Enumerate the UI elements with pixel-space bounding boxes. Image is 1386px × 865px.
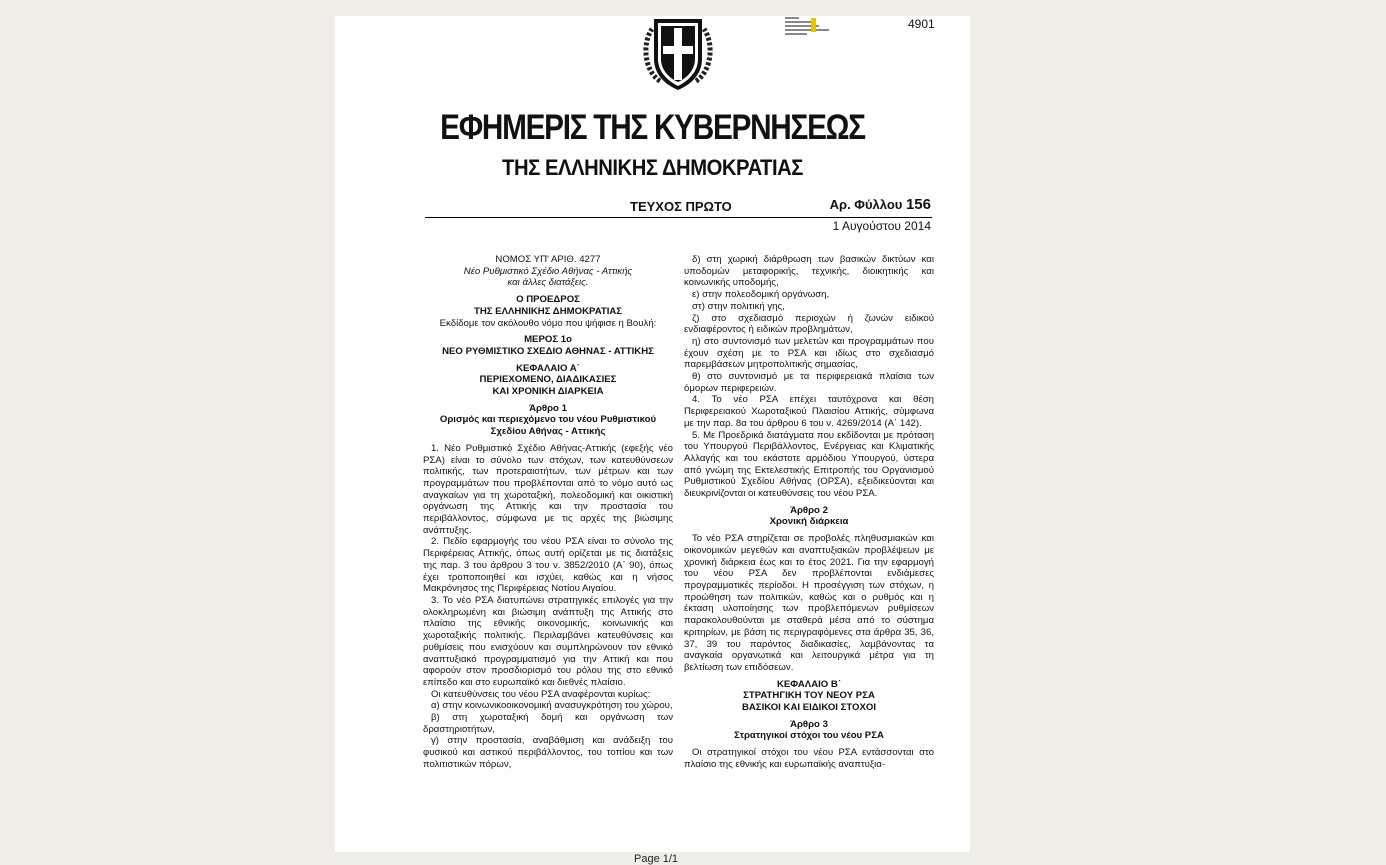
left-column-paragraph: 2. Πεδίο εφαρμογής του νέου ΡΣΑ είναι το σύνολο της Περιφέρειας Αττικής, όπως αυτή ορίζεται με τις διατάξεις της παρ. 3 του άρθρου 3 του ν. 3852/2010 (Α΄ 90), όπως έχει τροποποιηθεί και ισχύει, καθώς και η νήσος Μακρόνησος της Περιφέρειας Νοτίου Αιγαίου. xyxy=(423,536,673,595)
issue-label: ΤΕΥΧΟΣ ΠΡΩΤΟ xyxy=(630,199,732,214)
right-column-paragraph: Οι στρατηγικοί στόχοι του νέου ΡΣΑ εντάσσονται στο πλαίσιο της εθνικής και ευρωπαϊκής αναπτυξια- xyxy=(684,747,934,770)
left-column-heading: Σχεδίου Αθήνας - Αττικής xyxy=(490,426,606,438)
left-column-heading: και άλλες διατάξεις. xyxy=(507,277,589,289)
sheet-number xyxy=(830,196,931,213)
left-column-heading: ΤΗΣ ΕΛΛΗΝΙΚΗΣ ΔΗΜΟΚΡΑΤΙΑΣ xyxy=(473,305,623,317)
masthead-title: ΕΦΗΜΕΡΙΣ ΤΗΣ ΚΥΒΕΡΝΗΣΕΩΣ xyxy=(440,108,865,147)
right-column-heading: Άρθρο 3 xyxy=(790,718,828,730)
issue-date: 1 Αυγούστου 2014 xyxy=(832,219,931,233)
sheet-label: Αρ. Φύλλου xyxy=(829,197,903,212)
left-column-heading: ΠΕΡΙΕΧΟΜΕΝΟ, ΔΙΑΔΙΚΑΣΙΕΣ xyxy=(479,374,617,386)
left-column-paragraph: α) στην κοινωνικοοικονομική ανασυγκρότηση του χώρου, xyxy=(431,700,673,712)
right-column-heading: Χρονική διάρκεια xyxy=(769,516,849,528)
page-number: 4901 xyxy=(908,17,935,31)
right-column-paragraph: ε) στην πολεοδομική οργάνωση, xyxy=(692,289,830,301)
left-column-heading: Νέο Ρυθμιστικό Σχέδιο Αθήνας - Αττικής xyxy=(463,265,633,277)
left-column-heading: Ορισμός και περιεχόμενο του νέου Ρυθμιστικού xyxy=(439,414,657,426)
right-column-paragraph: 5. Με Προεδρικά διατάγματα που εκδίδονται με πρόταση του Υπουργού Περιβάλλοντος, Ενέργειας και Κλιματικής Αλλαγής και του εκάστοτε αρμόδιου Υπουργού, ύστερα από γνώμη της Εκτελεστικής Επιτροπής του Οργανισμού Ρυθμιστικού Σχεδίου Αθήνας (ΟΡΣΑ), εξειδικεύονται και διευκρινίζονται οι κατευθύνσεις του νέου ΡΣΑ. xyxy=(684,429,934,500)
right-column-paragraph: η) στο συντονισμό των μελετών και προγραμμάτων που έχουν σχέση με το ΡΣΑ και ιδίως στο σχεδιασμό παρεμβάσεων μητροπολιτικής σημασίας, xyxy=(684,335,934,371)
right-column-heading: ΚΕΦΑΛΑΙΟ Β΄ xyxy=(776,678,842,690)
right-column-heading: Άρθρο 2 xyxy=(790,504,828,516)
right-column-heading: Στρατηγικοί στόχοι του νέου ΡΣΑ xyxy=(734,730,884,742)
right-column-heading: ΣΤΡΑΤΗΓΙΚΗ ΤΟΥ ΝΕΟΥ ΡΣΑ xyxy=(743,690,875,702)
left-column-paragraph: Οι κατευθύνσεις του νέου ΡΣΑ αναφέρονται κυρίως: xyxy=(431,688,651,700)
right-column xyxy=(684,254,934,771)
right-column-paragraph: Το νέο ΡΣΑ στηρίζεται σε προβολές πληθυσμιακών και οικονομικών μεγεθών και αναπτυξιακών προβλέψεων με χρονική διάρκεια έως και το έτος 2021. Για την εφαρμογή του νέου ΡΣΑ δεν προβλέπονται ενδιάμεσες προγραμματικές περίοδοι. Η προσέγγιση των στόχων, η προώθηση των πολιτικών, καθώς και ο ρυθμός και η έκταση υλοποίησης των προβλεπόμενων ρυθμίσεων παρακολουθούνται με σταθερά μέσα από το σύστημα κριτηρίων, με βάση τις περιγραφόμενες στα άρθρα 35, 36, 37, 39 του παρόντος διαδικασίες, λαμβάνοντας τα αναγκαία οργανωτικά και λειτουργικά μέτρα για τη βελτίωση των επιδόσεων. xyxy=(684,533,934,673)
right-column-paragraph: δ) στη χωρική διάρθρωση των βασικών δικτύων και υποδομών μεταφορικής, τεχνικής, διοικητικής και κοινωνικής υποδομής, xyxy=(684,254,934,289)
right-column-paragraph: στ) στην πολιτική γης, xyxy=(692,300,785,312)
left-column-heading: Εκδίδομε τον ακόλουθο νόμο που ψήφισε η Βουλή: xyxy=(439,317,657,329)
stamp-icon xyxy=(785,16,829,36)
right-column-paragraph: θ) στο συντονισμό με τα περιφερειακά πλαίσια των όμορων περιφερειών. xyxy=(684,371,934,394)
page-indicator: Page 1/1 xyxy=(634,853,679,865)
left-column-heading: ΜΕΡΟΣ 1ο xyxy=(524,334,572,346)
left-column-heading: ΚΑΙ ΧΡΟΝΙΚΗ ΔΙΑΡΚΕΙΑ xyxy=(492,386,604,398)
left-column-heading: Ο ΠΡΟΕΔΡΟΣ xyxy=(516,294,580,306)
left-column-heading: Άρθρο 1 xyxy=(529,402,567,414)
left-column-paragraph: β) στη χωροταξική δομή και οργάνωση των δραστηριοτήτων, xyxy=(423,712,673,735)
left-column-heading: ΝΕΟ ΡΥΘΜΙΣΤΙΚΟ ΣΧΕΔΙΟ ΑΘΗΝΑΣ - ΑΤΤΙΚΗΣ xyxy=(442,345,654,357)
masthead-subtitle: ΤΗΣ ΕΛΛΗΝΙΚΗΣ ΔΗΜΟΚΡΑΤΙΑΣ xyxy=(502,155,803,180)
right-column-heading: ΒΑΣΙΚΟΙ ΚΑΙ ΕΙΔΙΚΟΙ ΣΤΟΧΟΙ xyxy=(741,702,877,714)
sheet-number-value: 156 xyxy=(905,196,931,213)
left-column-paragraph: 3. Το νέο ΡΣΑ διατυπώνει στρατηγικές επιλογές για την ολοκληρωμένη και βιώσιμη ανάπτυξη της Αττικής στο πλαίσιο της εθνικής οικονομικής, κοινωνικής και χωροταξικής πολιτικής. Περιλαμβάνει κατευθύνσεις και ρυθμίσεις που ενισχύουν και συμπληρώνουν τον εθνικό αναπτυξιακό προγραμματισμό για την Αττική και που αφορούν στον προσδιορισμό του ρόλου της στο εθνικό επίπεδο και στο ευρωπαϊκό και διεθνές πλαίσιο. xyxy=(423,594,673,688)
left-column-heading: ΚΕΦΑΛΑΙΟ Α΄ xyxy=(516,362,580,374)
left-column xyxy=(423,254,673,771)
right-column-paragraph: ζ) στο σχεδιασμό περιοχών ή ζωνών ειδικού ενδιαφέροντος ή ειδικών προβλημάτων, xyxy=(684,312,934,336)
left-column-paragraph: γ) στην προστασία, αναβάθμιση και ανάδειξη του φυσικού και αστικού περιβάλλοντος, του τοπίου και των πολιτιστικών πόρων, xyxy=(423,735,673,770)
header-rule xyxy=(425,217,932,218)
right-column-paragraph: 4. Το νέο ΡΣΑ επέχει ταυτόχρονα και θέση Περιφερειακού Χωροταξικού Πλαισίου Αττικής, σύμφωνα με την παρ. 8α του άρθρου 6 του ν. 4269/2014 (Α΄ 142). xyxy=(684,394,934,429)
left-column-paragraph: 1. Νέο Ρυθμιστικό Σχέδιο Αθήνας-Αττικής (εφεξής νέο ΡΣΑ) είναι το σύνολο των στόχων, των κατευθύνσεων πολιτικής, των προτεραιοτήτων, των μέτρων και των προγραμμάτων που προβλέπονται από το νόμο αυτό ως αναγκαίων για τη χωροταξική, πολεοδομική και οικιστική οργάνωση της Αττικής και την προστασία του περιβάλλοντος, σύμφωνα με τις αρχές της βιώσιμης ανάπτυξης. xyxy=(423,442,673,536)
left-column-heading: ΝΟΜΟΣ ΥΠ' ΑΡΙΘ. 4277 xyxy=(495,254,601,265)
coat-of-arms-icon xyxy=(640,15,716,93)
